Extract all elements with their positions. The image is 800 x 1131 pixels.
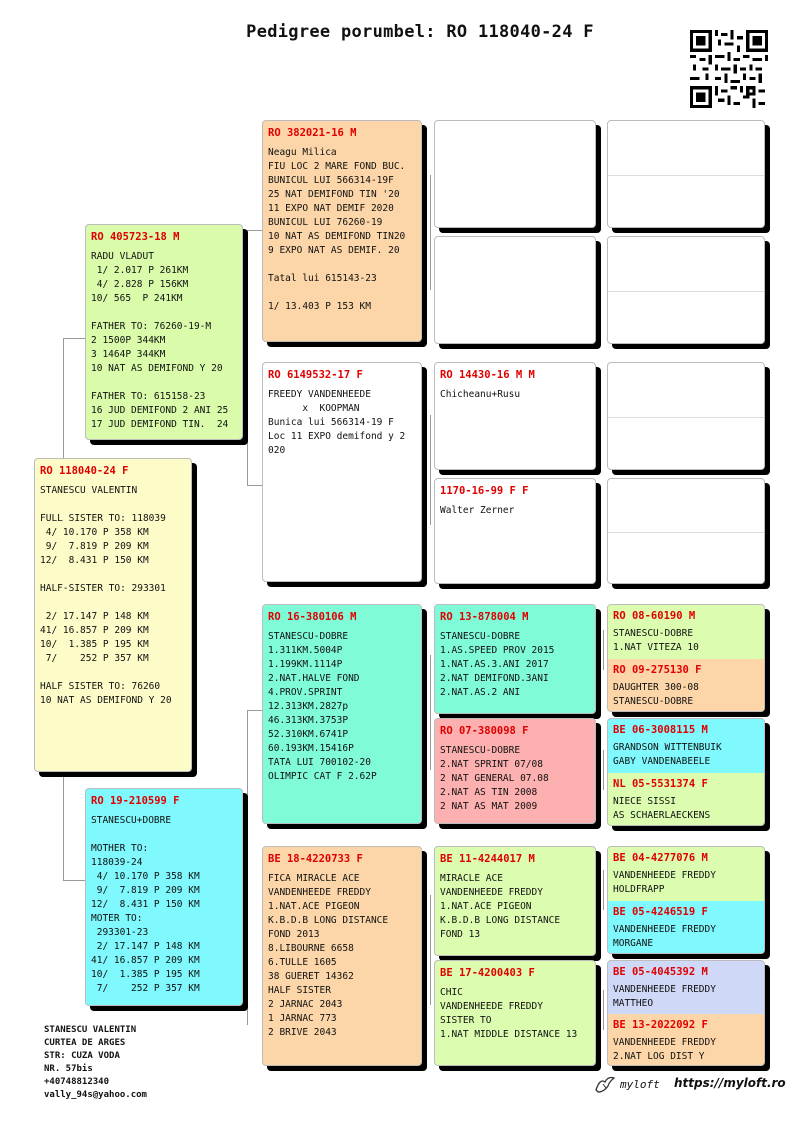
- divider: [608, 532, 764, 533]
- pigeon-id: BE 18-4220733 F: [268, 853, 363, 865]
- logo-text: myloft: [620, 1077, 660, 1091]
- connector-line: [247, 485, 262, 486]
- pigeon-id: RO 07-380098 F: [440, 725, 529, 737]
- pigeon-id: RO 09-275130 F: [613, 664, 702, 676]
- gen3-card-sds: [434, 362, 596, 470]
- gen4-pair-card: [607, 846, 765, 954]
- connector-line: [247, 1000, 248, 1025]
- pigeon-details: MIRACLE ACE VANDENHEEDE FREDDY 1.NAT.ACE PIGEON K.B.D.B LONG DISTANCE FOND 13: [440, 873, 561, 940]
- pigeon-id: BE 04-4277076 M: [613, 852, 708, 864]
- pigeon-details: VANDENHEEDE FREDDY MORGANE: [613, 924, 716, 949]
- gen3-card-sdd: [434, 478, 596, 584]
- pigeon-id: RO 405723-18 M: [91, 231, 180, 243]
- pigeon-details: DAUGHTER 300-08 STANESCU-DOBRE: [613, 682, 699, 707]
- pigeon-details: NIECE SISSI AS SCHAERLAECKENS: [613, 796, 711, 821]
- pigeon-id: RO 13-878004 M: [440, 611, 529, 623]
- gen4-pair-card: [607, 718, 765, 826]
- divider: [608, 291, 764, 292]
- pigeon-id: RO 118040-24 F: [40, 465, 129, 477]
- connector-line: [63, 338, 64, 458]
- pigeon-details: FICA MIRACLE ACE VANDENHEEDE FREDDY 1.NAT.ACE PIGEON K.B.D.B LONG DISTANCE FOND 2013 8.LIBOURNE 6658 6.TULLE 1605 38 GUERET 14362 HALF SISTER 2 JARNAC 2043 1 JARNAC 773 2 BRIVE 2043: [268, 873, 389, 1038]
- gen3-card-ddd: [434, 960, 596, 1066]
- gen4-pair-card: [607, 960, 765, 1066]
- gen3-empty-card: [434, 236, 596, 344]
- pigeon-id: RO 14430-16 M M: [440, 369, 535, 381]
- gen4-sub-dsds: [608, 719, 764, 773]
- pigeon-id: 1170-16-99 F F: [440, 485, 529, 497]
- divider: [608, 417, 764, 418]
- connector-line: [430, 655, 431, 770]
- pigeon-details: STANESCU-DOBRE 1.NAT VITEZA 10: [613, 628, 699, 653]
- pigeon-details: RADU VLADUT 1/ 2.017 P 261KM 4/ 2.828 P 156KM 10/ 565 P 241KM FATHER TO: 76260-19-M 2 1500P 344KM 3 1464P 344KM 10 NAT AS DEMIFOND Y 20 FATHER TO: 615158-23 16 JUD DEMIFOND 2 ANI 25 17 JUD DEMIFOND TIN. 24: [91, 251, 229, 430]
- pigeon-details: Chicheanu+Rusu: [440, 389, 521, 400]
- pigeon-id: BE 11-4244017 M: [440, 853, 535, 865]
- gen4-sub-dddd: [608, 1014, 764, 1066]
- pigeon-details: VANDENHEEDE FREDDY HOLDFRAPP: [613, 870, 716, 895]
- gen3-card-dss: [434, 604, 596, 714]
- pigeon-details: Neagu Milica FIU LOC 2 MARE FOND BUC. BUNICUL LUI 566314-19F 25 NAT DEMIFOND TIN '20 11 EXPO NAT DEMIF 2020 BUNICUL LUI 76260-19 10 NAT AS DEMIFOND TIN20 9 EXPO NAT AS DEMIF. 20 Tatal lui 615143-23 1/ 13.403 P 153 KM: [268, 147, 406, 312]
- brand-logo[interactable]: [594, 1074, 660, 1094]
- pigeon-id: BE 05-4246519 F: [613, 906, 708, 918]
- pigeon-details: STANESCU+DOBRE MOTHER TO: 118039-24 4/ 10.170 P 358 KM 9/ 7.819 P 209 KM 12/ 8.431 P 150 KM MOTER TO: 293301-23 2/ 17.147 P 148 KM 41/ 16.857 P 209 KM 10/ 1.385 P 195 KM 7/ 252 P 357 KM: [91, 815, 200, 994]
- connector-line: [63, 880, 85, 881]
- connector-line: [63, 338, 85, 339]
- pigeon-id: BE 17-4200403 F: [440, 967, 535, 979]
- pigeon-details: CHIC VANDENHEEDE FREDDY SISTER TO 1.NAT MIDDLE DISTANCE 13: [440, 987, 578, 1040]
- connector-line: [603, 870, 604, 910]
- pigeon-details: Walter Zerner: [440, 505, 515, 516]
- connector-line: [63, 772, 64, 880]
- connector-line: [247, 440, 248, 485]
- pigeon-id: NL 05-5531374 F: [613, 778, 708, 790]
- pigeon-id: RO 382021-16 M: [268, 127, 357, 139]
- pigeon-id: RO 08-60190 M: [613, 610, 696, 622]
- pigeon-details: STANESCU-DOBRE 1.AS.SPEED PROV 2015 1.NAT.AS.3.ANI 2017 2.NAT DEMIFOND.3ANI 2.NAT.AS.2 ANI: [440, 631, 555, 698]
- connector-line: [603, 750, 604, 790]
- connector-line: [603, 990, 604, 1030]
- grandsire-paternal-card: [262, 120, 422, 342]
- gen4-pair-card: [607, 604, 765, 712]
- pigeon-id: RO 16-380106 M: [268, 611, 357, 623]
- owner-address: STANESCU VALENTIN CURTEA DE ARGES STR: CUZA VODA NR. 57bis +40748812340 vally_94s@yahoo.com: [44, 1025, 147, 1100]
- dam-card: [85, 788, 243, 1006]
- connector-line: [247, 710, 262, 711]
- connector-line: [430, 175, 431, 290]
- divider: [608, 175, 764, 176]
- gen4-sub-dssd: [608, 659, 764, 712]
- pigeon-id: BE 13-2022092 F: [613, 1019, 708, 1031]
- pigeon-id: RO 6149532-17 F: [268, 369, 363, 381]
- pigeon-details: VANDENHEEDE FREDDY MATTHEO: [613, 984, 716, 1009]
- connector-line: [247, 230, 248, 350]
- granddam-paternal-card: [262, 362, 422, 582]
- connector-line: [247, 710, 248, 800]
- pigeon-details: STANESCU VALENTIN FULL SISTER TO: 118039 4/ 10.170 P 358 KM 9/ 7.819 P 209 KM 12/ 8.431 P 150 KM HALF-SISTER TO: 293301 2/ 17.147 P 148 KM 41/ 16.857 P 209 KM 10/ 1.385 P 195 KM 7/ 252 P 357 KM HALF SISTER TO: 76260 10 NAT AS DEMIFOND Y 20: [40, 485, 172, 706]
- gen3-empty-card: [434, 120, 596, 228]
- qr-code-icon[interactable]: [690, 30, 768, 108]
- pigeon-id: BE 06-3008115 M: [613, 724, 708, 736]
- connector-line: [247, 230, 262, 231]
- pigeon-id: BE 05-4045392 M: [613, 966, 708, 978]
- subject-card: [34, 458, 192, 772]
- website-link[interactable]: https://myloft.ro: [674, 1076, 786, 1090]
- pigeon-id: RO 19-210599 F: [91, 795, 180, 807]
- pigeon-details: STANESCU-DOBRE 2.NAT SPRINT 07/08 2 NAT GENERAL 07.08 2.NAT AS TIN 2008 2 NAT AS MAT 2009: [440, 745, 549, 812]
- grandsire-maternal-card: [262, 604, 422, 824]
- gen4-sub-ddss: [608, 847, 764, 901]
- gen4-sub-dsdd: [608, 773, 764, 826]
- connector-line: [603, 630, 604, 670]
- gen4-empty-card: [607, 236, 765, 344]
- gen4-empty-card: [607, 478, 765, 584]
- gen4-empty-card: [607, 362, 765, 470]
- pigeon-details: FREEDY VANDENHEEDE x KOOPMAN Bunica lui 566314-19 F Loc 11 EXPO demifond y 2 020: [268, 389, 406, 456]
- gen4-empty-card: [607, 120, 765, 228]
- myloft-logo-icon: [594, 1074, 616, 1094]
- connector-line: [430, 895, 431, 1005]
- pigeon-details: VANDENHEEDE FREDDY 2.NAT LOG DIST Y: [613, 1037, 716, 1062]
- gen4-sub-dsss: [608, 605, 764, 659]
- gen3-card-dds: [434, 846, 596, 956]
- page-title: Pedigree porumbel: RO 118040-24 F: [246, 22, 594, 42]
- gen3-card-dsd: [434, 718, 596, 824]
- granddam-maternal-card: [262, 846, 422, 1066]
- pigeon-details: GRANDSON WITTENBUIK GABY VANDENABEELE: [613, 742, 722, 767]
- gen4-sub-ddds: [608, 961, 764, 1014]
- connector-line: [430, 415, 431, 525]
- pigeon-details: STANESCU-DOBRE 1.311KM.5004P 1.199KM.1114P 2.NAT.HALVE FOND 4.PROV.SPRINT 12.313KM.2827p 46.313KM.3753P 52.310KM.6741P 60.193KM.15416P TATA LUI 700102-20 OLIMPIC CAT F 2.62P: [268, 631, 377, 782]
- sire-card: [85, 224, 243, 440]
- gen4-sub-ddsd: [608, 901, 764, 954]
